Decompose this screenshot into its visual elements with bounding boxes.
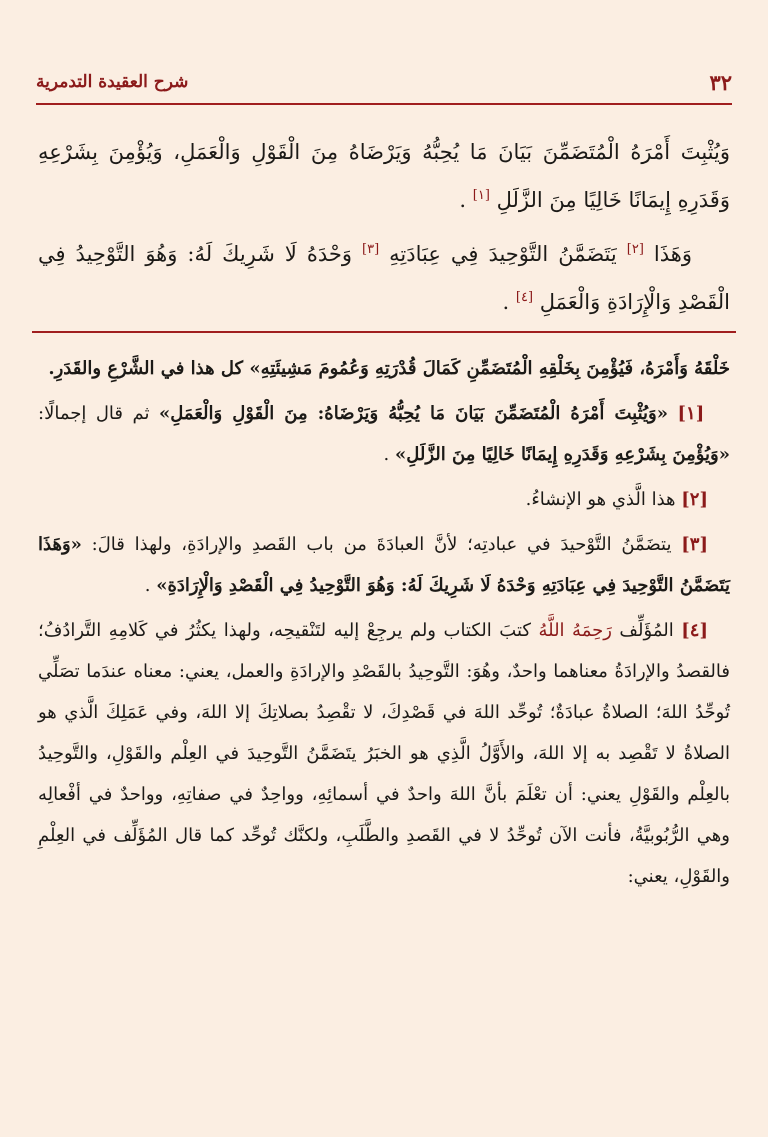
commentary-continuation-text: خَلْقَهُ وَأَمْرَهُ، فَيُؤْمِنَ بِخَلْقِهِ الْمُتَضَمِّنِ كَمَالَ قُدْرَتِهِ وَعُمُومَ مَشِيئَتِهِ» كل هذا في الشَّرْعِ والقَدَرِ. [48, 358, 730, 379]
main-paragraph-2-mid1: يَتَضَمَّنُ التَّوْحِيدَ فِي عِبَادَتِهِ [389, 242, 617, 266]
main-commentary-divider [32, 331, 736, 333]
commentary-note-2 [38, 479, 730, 520]
note-3-end: . [144, 575, 151, 596]
main-paragraph-2-start: وَهَذَا [653, 242, 692, 266]
footnote-ref-3[interactable]: [٣] [362, 242, 380, 257]
commentary-note-3 [38, 524, 730, 606]
main-paragraph-1-end: . [459, 188, 467, 212]
note-2-text: هذا الَّذي هو الإنشاءُ. [525, 489, 676, 510]
main-paragraph-2 [38, 230, 730, 326]
note-3-text: يتضَمَّنُ التَّوْحيدَ في عبادتِه؛ لأنَّ العبادَةَ من باب القَصدِ والإرادَةِ، ولهذا قالَ: [81, 534, 672, 555]
commentary-note-4 [38, 610, 730, 897]
main-paragraph-1 [38, 128, 730, 224]
note-4-text-2: كتبَ الكتاب ولم يرجِعْ إليه لتَنْقيحِه، ولهذا يكثُرُ في كَلامِهِ التَّرادُفُ؛ فالقصدُ والإرادَةُ معناهما واحدٌ، وهُوَ: التَّوحِيدُ بالقَصْدِ والإرادَةِ والعمل، يعني: معناه عندَما تصَلِّي تُوحِّدُ اللهَ؛ الصلاةُ عبادَةٌ؛ تُوحِّد اللهَ في قَصْدِكَ، لا تقْصِدُ بصلاتِكَ إلا اللهَ، وفي عَمَلِكَ الَّذي هو الصلاةُ لا تَقْصِد به إلا اللهَ، والأَوَّلُ الَّذِي هو الخبَرُ يتَضَمَّنُ التَّوحِيدَ في العِلْم والقَوْلِ، والتَّوحِيدُ بالعِلْم والقَوْلِ يعني: أن تعْلَمَ بأنَّ اللهَ واحدٌ في أسمائِهِ، وواحِدٌ في صفاتِهِ، وواحدٌ في أفْعالِه وهي الرُّبُوبيَّةُ، فأنت الآن تُوحِّدُ لا في القَصدِ والطَّلَبِ، ولكنَّك تُوحِّد كما قال المُؤَلِّف في العِلْمِ والقَوْلِ، يعني: [38, 620, 730, 887]
note-1-quote-1: «وَيُثْبِتَ أَمْرَهُ الْمُتَضَمِّنَ بَيَانَ مَا يُحِبُّهُ وَيَرْضَاهُ: مِنَ الْقَوْلِ وَالْعَمَلِ» [159, 403, 668, 424]
commentary [38, 348, 730, 901]
footnote-ref-2[interactable]: [٢] [626, 242, 644, 257]
note-number-3: [٣] [681, 534, 708, 555]
commentary-continuation [38, 348, 730, 389]
note-number-2: [٢] [681, 489, 708, 510]
note-4-text-1: المُؤَلِّف [611, 620, 674, 641]
note-3-quote: «وَهَذَا يَتَضَمَّنُ التَّوْحِيدَ فِي عِبَادَتِهِ وَحْدَهُ لَا شَرِيكَ لَهُ: وَهُوَ التَّوْحِيدُ فِي الْقَصْدِ وَالْإِرَادَةِ» [38, 534, 730, 596]
header-divider [36, 103, 732, 105]
main-paragraph-2-mid2: وَحْدَهُ لَا شَرِيكَ لَهُ: وَهُوَ التَّوْحِيدُ فِي الْقَصْدِ وَالْإِرَادَةِ وَالْعَمَلِ [38, 242, 730, 314]
book-title: شرح العقيدة التدمرية [36, 72, 189, 92]
note-1-quote-2: «وَيُؤْمِنَ بِشَرْعِهِ وَقَدَرِهِ إِيمَانًا خَالِيًا مِنَ الزَّلَلِ» [395, 444, 730, 465]
footnote-ref-4[interactable]: [٤] [515, 290, 534, 305]
commentary-note-1 [38, 393, 730, 475]
running-header [36, 64, 732, 104]
page-number: ٣٢ [709, 70, 732, 95]
main-text [38, 128, 730, 332]
note-1-end: . [383, 444, 390, 465]
main-paragraph-2-end: . [502, 290, 510, 314]
note-1-text: ثم قال إجمالًا: [38, 403, 150, 424]
note-number-1: [١] [677, 403, 705, 424]
note-4-honorific: رَحِمَهُ اللَّهُ [538, 620, 612, 641]
note-number-4: [٤] [681, 620, 708, 641]
footnote-ref-1[interactable]: [١] [472, 188, 490, 203]
main-paragraph-1-text: وَيُثْبِتَ أَمْرَهُ الْمُتَضَمِّنَ بَيَانَ مَا يُحِبُّهُ وَيَرْضَاهُ مِنَ الْقَوْلِ وَالْعَمَلِ، وَيُؤْمِنَ بِشَرْعِهِ وَقَدَرِهِ إِيمَانًا خَالِيًا مِنَ الزَّلَلِ [38, 140, 730, 212]
